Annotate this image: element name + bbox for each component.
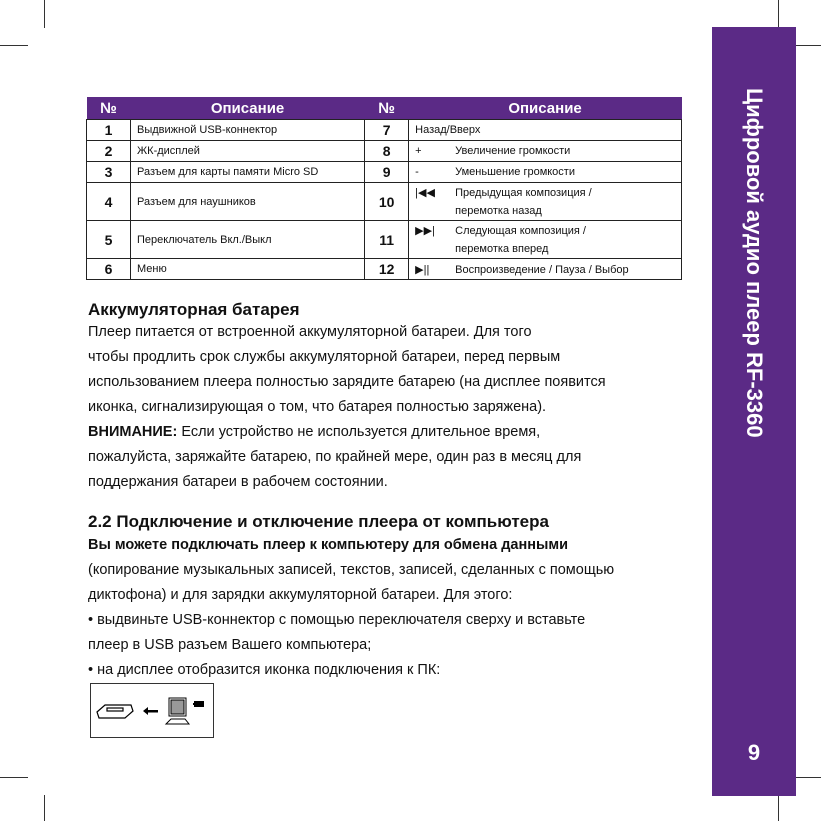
item-description	[409, 120, 682, 141]
button-symbol-icon: +	[415, 145, 422, 157]
paragraph-line: иконка, сигнализирующая о том, что батарея полностью заряжена).	[88, 399, 547, 415]
paragraph-line: использованием плеера полностью зарядите батарею (на дисплее появится	[88, 374, 606, 390]
paragraph-line: пожалуйста, заряжайте батарею, по крайней мере, один раз в месяц для	[88, 449, 582, 465]
crop-mark	[0, 777, 28, 778]
description-text: перемотка вперед	[455, 242, 549, 255]
button-symbol-icon: -	[415, 166, 419, 178]
table-row	[87, 183, 682, 221]
table-row	[87, 141, 682, 162]
description-text: Предыдущая композиция /	[455, 186, 592, 199]
paragraph-line: Плеер питается от встроенной аккумуляторной батареи. Для того	[88, 324, 532, 340]
sidebar-title: Цифровой аудио плеер RF-3360	[742, 88, 767, 438]
item-number: 9	[365, 162, 409, 183]
paragraph-line: • выдвиньте USB-коннектор с помощью переключателя сверху и вставьте	[88, 612, 586, 628]
page-number: 9	[747, 740, 761, 765]
table-row	[87, 259, 682, 280]
button-symbol-icon: ▶||	[415, 263, 430, 276]
col-header: №	[87, 97, 131, 120]
table-row	[87, 162, 682, 183]
description-text: Следующая композиция /	[455, 224, 586, 237]
item-number: 11	[365, 221, 409, 259]
button-symbol-icon: |◀◀	[415, 186, 435, 199]
table-header	[87, 97, 682, 120]
col-header: Описание	[409, 97, 682, 120]
computer-icon	[166, 698, 189, 724]
arrow-left-icon	[143, 707, 158, 715]
item-description: Меню	[131, 259, 365, 280]
item-number: 1	[87, 120, 131, 141]
item-description	[409, 259, 682, 280]
battery-heading: Аккумуляторная батарея	[88, 300, 300, 319]
description-text: перемотка назад	[455, 204, 542, 217]
paragraph-line: чтобы продлить срок службы аккумуляторной батареи, перед первым	[88, 349, 561, 365]
item-description	[409, 162, 682, 183]
description-text: Воспроизведение / Пауза / Выбор	[455, 263, 629, 276]
item-description: Выдвижной USB-коннектор	[131, 120, 365, 141]
crop-mark	[778, 0, 779, 28]
item-number: 7	[365, 120, 409, 141]
crop-mark	[44, 795, 45, 821]
crop-mark	[795, 45, 821, 46]
item-number: 5	[87, 221, 131, 259]
paragraph-line: (копирование музыкальных записей, текстов, записей, сделанных с помощью	[88, 562, 615, 578]
item-description: Разъем для карты памяти Micro SD	[131, 162, 365, 183]
item-number: 4	[87, 183, 131, 221]
button-symbol-icon: ▶▶|	[415, 224, 435, 237]
warning-text: Если устройство не используется длительное время,	[177, 424, 541, 440]
col-header: Описание	[131, 97, 365, 120]
crop-mark	[795, 777, 821, 778]
controls-table	[86, 97, 682, 280]
description-text: Назад/Вверх	[415, 124, 481, 136]
item-number: 6	[87, 259, 131, 280]
paragraph-line: диктофона) и для зарядки аккумуляторной батареи. Для этого:	[88, 587, 513, 603]
item-number: 12	[365, 259, 409, 280]
crop-mark	[44, 0, 45, 28]
table-row	[87, 221, 682, 259]
item-description	[409, 183, 682, 221]
player-icon	[97, 705, 133, 718]
item-number: 3	[87, 162, 131, 183]
item-description	[409, 221, 682, 259]
battery-icon	[193, 701, 204, 707]
description-text: Увеличение громкости	[455, 145, 571, 157]
table-row	[87, 120, 682, 141]
pc-connection-screen	[90, 683, 214, 738]
crop-mark	[778, 795, 779, 821]
paragraph-line: • на дисплее отобразится иконка подключения к ПК:	[88, 662, 441, 678]
item-description: ЖК-дисплей	[131, 141, 365, 162]
item-number: 8	[365, 141, 409, 162]
paragraph-line: плеер в USB разъем Вашего компьютера;	[88, 637, 372, 653]
item-description	[409, 141, 682, 162]
item-number: 10	[365, 183, 409, 221]
warning-line	[88, 424, 540, 440]
description-text: Уменьшение громкости	[455, 166, 575, 178]
paragraph-bold-line: Вы можете подключать плеер к компьютеру для обмена данными	[88, 537, 569, 553]
col-header: №	[365, 97, 409, 120]
item-number: 2	[87, 141, 131, 162]
warning-label: ВНИМАНИЕ:	[88, 424, 178, 440]
crop-mark	[0, 45, 28, 46]
connect-heading: 2.2 Подключение и отключение плеера от компьютера	[88, 512, 549, 531]
item-description: Разъем для наушников	[131, 183, 365, 221]
item-description: Переключатель Вкл./Выкл	[131, 221, 365, 259]
paragraph-line: поддержания батареи в рабочем состоянии.	[88, 474, 388, 490]
